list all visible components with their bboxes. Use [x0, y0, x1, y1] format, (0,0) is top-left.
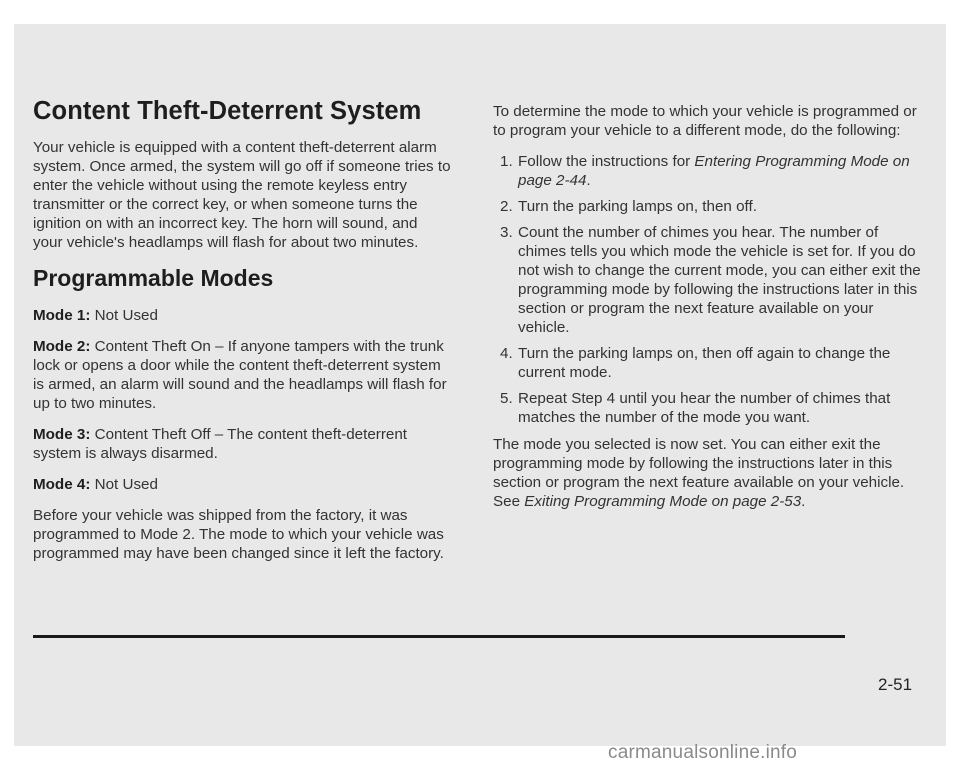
procedure-closing	[493, 435, 921, 511]
mode-text: Not Used	[94, 307, 158, 324]
cross-reference[interactable]: Entering Programming Mode on page 2-44	[518, 153, 910, 189]
step-number: 4.	[500, 345, 513, 362]
procedure-intro: To determine the mode to which your vehicle is programmed or to program your vehicle to a different mode, do the following:	[493, 103, 917, 139]
step-text: Turn the parking lamps on, then off again to change the current mode.	[518, 345, 891, 381]
subsection-title: Programmable Modes	[33, 265, 274, 291]
closing-text: The mode you selected is now set. You can either exit the programming mode by following the instructions later in this section or program the next feature available on your vehicle. See	[493, 436, 905, 510]
cross-reference[interactable]: Exiting Programming Mode on page 2-53	[524, 493, 802, 510]
step-text: Turn the parking lamps on, then off.	[518, 198, 757, 215]
step-number: 1.	[500, 153, 513, 170]
step-text: Count the number of chimes you hear. The number of chimes tells you which mode the vehicle is set for. If you do not wish to change the current mode, you can either exit the programming mode by following the instructions later in this section or program the next feature available on your vehicle.	[518, 224, 921, 336]
mode-label: Mode 4:	[33, 476, 91, 493]
procedure-step	[493, 197, 921, 216]
mode-item	[33, 475, 451, 494]
section-title: Content Theft-Deterrent System	[33, 97, 422, 125]
procedure-step	[493, 389, 921, 427]
closing-paragraph: Before your vehicle was shipped from the factory, it was programmed to Mode 2. The mode to which your vehicle was programmed may have been changed since it left the factory.	[33, 507, 444, 562]
mode-item	[33, 337, 451, 413]
step-text: Follow the instructions for	[518, 153, 695, 170]
step-text-end: .	[586, 172, 591, 189]
mode-label: Mode 1:	[33, 307, 91, 324]
step-text: Repeat Step 4 until you hear the number of chimes that matches the number of the mode you want.	[518, 390, 891, 426]
left-column	[33, 96, 451, 575]
mode-item	[33, 425, 451, 463]
step-number: 3.	[500, 224, 513, 241]
right-column	[493, 102, 921, 523]
mode-item	[33, 306, 451, 325]
mode-text: Not Used	[94, 476, 158, 493]
procedure-step	[493, 223, 921, 337]
procedure-step	[493, 344, 921, 382]
closing-text-end: .	[801, 493, 806, 510]
procedure-steps	[493, 152, 921, 427]
step-number: 2.	[500, 198, 513, 215]
footer-rule	[33, 635, 845, 638]
mode-label: Mode 3:	[33, 426, 91, 443]
page-number: 2-51	[878, 675, 913, 694]
mode-text: Content Theft On – If anyone tampers with the trunk lock or opens a door while the content theft-deterrent system is armed, an alarm will sound and the headlamps will flash for up to two minutes.	[33, 338, 447, 412]
intro-paragraph: Your vehicle is equipped with a content theft-deterrent alarm system. Once armed, the system will go off if someone tries to enter the vehicle without using the remote keyless entry transmitter or the correct key, or when someone turns the ignition on with an incorrect key. The horn will sound, and your vehicle's headlamps will flash for about two minutes.	[33, 139, 451, 251]
watermark: carmanualsonline.info	[608, 742, 798, 763]
mode-text: Content Theft Off – The content theft-deterrent system is always disarmed.	[33, 426, 408, 462]
mode-label: Mode 2:	[33, 338, 91, 355]
procedure-step	[493, 152, 921, 190]
step-number: 5.	[500, 390, 513, 407]
